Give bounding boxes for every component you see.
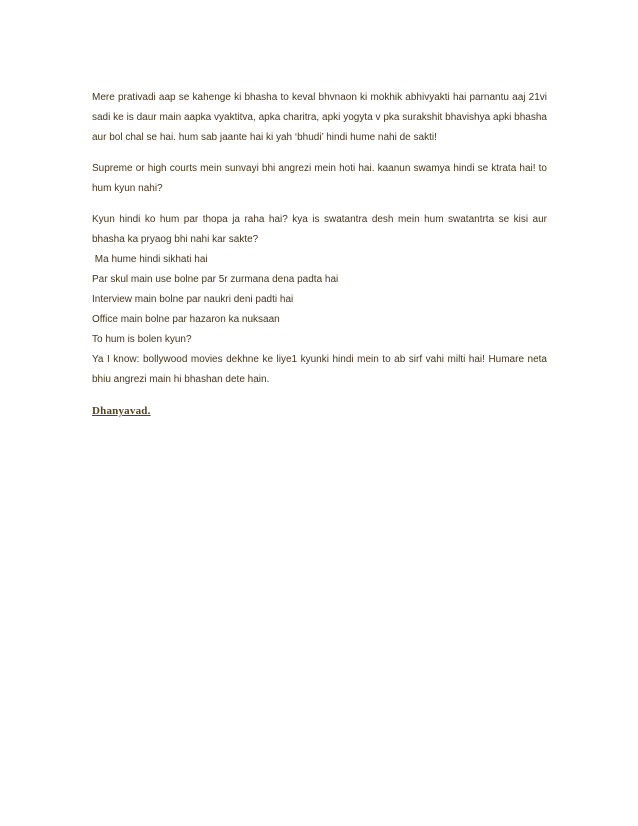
paragraph-3: Kyun hindi ko hum par thopa ja raha hai? kya is swatantra desh mein hum swatantrta se kisi aur bhasha ka pryaog bhi nahi kar sakte? <box>92 214 547 245</box>
paragraph-2: Supreme or high courts mein sunvayi bhi angrezi mein hoti hai. kaanun swamya hindi se ktrata hai! to hum kyun nahi? <box>92 163 547 194</box>
list-line-1: Ma hume hindi sikhati hai <box>92 254 208 265</box>
paragraph-3-block <box>92 210 547 390</box>
final-paragraph: Ya I know: bollywood movies dekhne ke liye1 kyunki hindi mein to ab sirf vahi milti hai! Humare neta bhiu angrezi main hi bhashan dete hain. <box>92 354 547 385</box>
document-body <box>92 88 547 421</box>
closing-signoff: Dhanyavad. <box>92 405 151 417</box>
list-line-4: Office main bolne par hazaron ka nuksaan <box>92 314 280 325</box>
list-line-3: Interview main bolne par naukri deni padti hai <box>92 294 294 305</box>
paragraph-1: Mere prativadi aap se kahenge ki bhasha to keval bhvnaon ki mokhik abhivyakti hai parnantu aaj 21vi sadi ke is daur main aapka vyaktitva, apka charitra, apki yogyta v pka surakshit bhavishya apki bhasha aur bol chal se hai. hum sab jaante hai ki yah ‘bhudi’ hindi hume nahi de sakti! <box>92 92 547 143</box>
list-line-2: Par skul main use bolne par 5r zurmana dena padta hai <box>92 274 339 285</box>
list-line-5: To hum is bolen kyun? <box>92 334 192 345</box>
